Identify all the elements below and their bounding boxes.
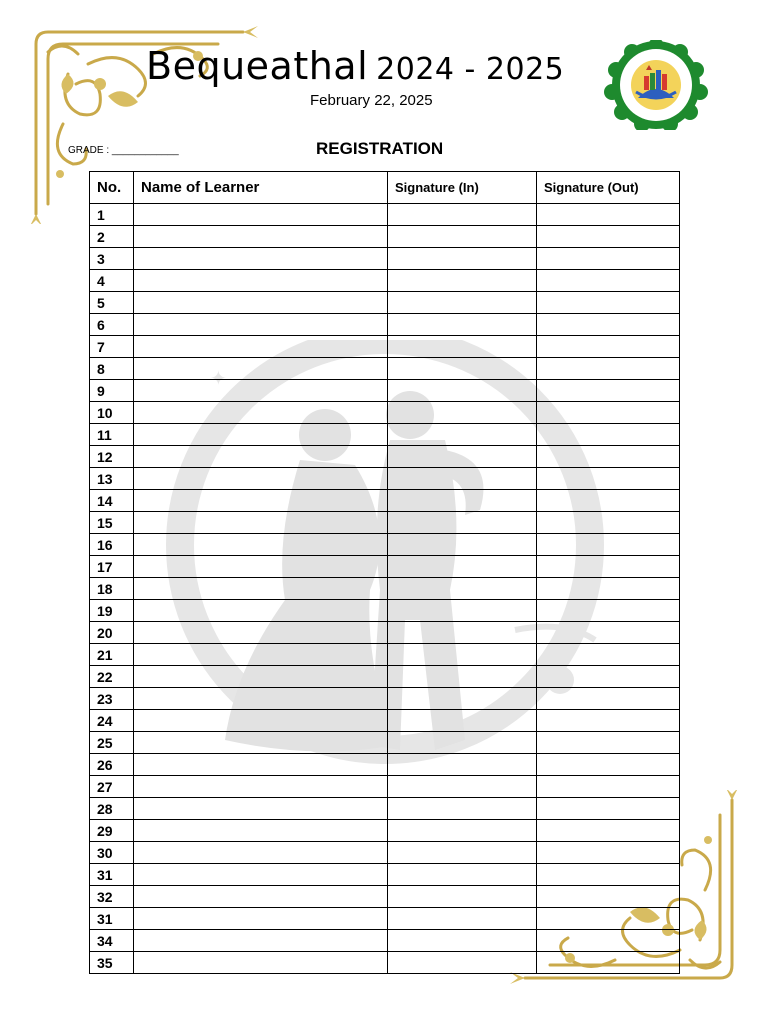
signature-in-cell[interactable] xyxy=(388,776,537,798)
learner-name-cell[interactable] xyxy=(134,512,388,534)
signature-out-cell[interactable] xyxy=(537,666,680,688)
learner-name-cell[interactable] xyxy=(134,732,388,754)
row-number: 28 xyxy=(90,798,134,820)
signature-in-cell[interactable] xyxy=(388,600,537,622)
row-number: 22 xyxy=(90,666,134,688)
signature-out-cell[interactable] xyxy=(537,688,680,710)
table-row xyxy=(90,776,680,798)
signature-in-cell[interactable] xyxy=(388,622,537,644)
signature-in-cell[interactable] xyxy=(388,424,537,446)
learner-name-cell[interactable] xyxy=(134,908,388,930)
learner-name-cell[interactable] xyxy=(134,358,388,380)
table-row xyxy=(90,380,680,402)
signature-out-cell[interactable] xyxy=(537,908,680,930)
table-row xyxy=(90,622,680,644)
row-number: 13 xyxy=(90,468,134,490)
signature-out-cell[interactable] xyxy=(537,776,680,798)
learner-name-cell[interactable] xyxy=(134,336,388,358)
row-number: 31 xyxy=(90,908,134,930)
table-row xyxy=(90,908,680,930)
signature-out-cell[interactable] xyxy=(537,600,680,622)
signature-out-cell[interactable] xyxy=(537,556,680,578)
learner-name-cell[interactable] xyxy=(134,226,388,248)
signature-in-cell[interactable] xyxy=(388,512,537,534)
learner-name-cell[interactable] xyxy=(134,534,388,556)
learner-name-cell[interactable] xyxy=(134,776,388,798)
signature-in-cell[interactable] xyxy=(388,490,537,512)
learner-name-cell[interactable] xyxy=(134,270,388,292)
row-number: 20 xyxy=(90,622,134,644)
signature-out-cell[interactable] xyxy=(537,314,680,336)
row-number: 19 xyxy=(90,600,134,622)
signature-out-cell[interactable] xyxy=(537,226,680,248)
learner-name-cell[interactable] xyxy=(134,886,388,908)
row-number: 2 xyxy=(90,226,134,248)
row-number: 12 xyxy=(90,446,134,468)
row-number: 29 xyxy=(90,820,134,842)
learner-name-cell[interactable] xyxy=(134,424,388,446)
signature-in-cell[interactable] xyxy=(388,226,537,248)
row-number: 21 xyxy=(90,644,134,666)
header-no: No. xyxy=(90,172,134,204)
signature-in-cell[interactable] xyxy=(388,468,537,490)
signature-in-cell[interactable] xyxy=(388,314,537,336)
signature-out-cell[interactable] xyxy=(537,864,680,886)
learner-name-cell[interactable] xyxy=(134,292,388,314)
table-row xyxy=(90,512,680,534)
row-number: 14 xyxy=(90,490,134,512)
signature-out-cell[interactable] xyxy=(537,952,680,974)
signature-in-cell[interactable] xyxy=(388,886,537,908)
signature-in-cell[interactable] xyxy=(388,402,537,424)
learner-name-cell[interactable] xyxy=(134,952,388,974)
signature-out-cell[interactable] xyxy=(537,842,680,864)
registration-table-body xyxy=(90,204,680,974)
learner-name-cell[interactable] xyxy=(134,248,388,270)
signature-out-cell[interactable] xyxy=(537,930,680,952)
learner-name-cell[interactable] xyxy=(134,842,388,864)
signature-out-cell[interactable] xyxy=(537,204,680,226)
learner-name-cell[interactable] xyxy=(134,622,388,644)
learner-name-cell[interactable] xyxy=(134,820,388,842)
learner-name-cell[interactable] xyxy=(134,710,388,732)
learner-name-cell[interactable] xyxy=(134,468,388,490)
school-seal-icon xyxy=(600,40,712,130)
signature-out-cell[interactable] xyxy=(537,578,680,600)
table-row xyxy=(90,600,680,622)
signature-in-cell[interactable] xyxy=(388,578,537,600)
row-number: 35 xyxy=(90,952,134,974)
grade-field-label: GRADE : ____________ xyxy=(68,145,179,156)
table-row xyxy=(90,468,680,490)
signature-in-cell[interactable] xyxy=(388,798,537,820)
learner-name-cell[interactable] xyxy=(134,930,388,952)
table-row xyxy=(90,732,680,754)
school-year: 2024 - 2025 xyxy=(376,52,565,87)
signature-out-cell[interactable] xyxy=(537,424,680,446)
signature-out-cell[interactable] xyxy=(537,754,680,776)
row-number: 18 xyxy=(90,578,134,600)
learner-name-cell[interactable] xyxy=(134,204,388,226)
table-row xyxy=(90,314,680,336)
signature-in-cell[interactable] xyxy=(388,446,537,468)
learner-name-cell[interactable] xyxy=(134,556,388,578)
header-signature-out: Signature (Out) xyxy=(537,172,680,204)
row-number: 17 xyxy=(90,556,134,578)
event-date: February 22, 2025 xyxy=(310,92,433,109)
row-number: 25 xyxy=(90,732,134,754)
row-number: 32 xyxy=(90,886,134,908)
signature-out-cell[interactable] xyxy=(537,446,680,468)
row-number: 24 xyxy=(90,710,134,732)
signature-in-cell[interactable] xyxy=(388,204,537,226)
signature-out-cell[interactable] xyxy=(537,820,680,842)
table-row xyxy=(90,270,680,292)
signature-in-cell[interactable] xyxy=(388,248,537,270)
learner-name-cell[interactable] xyxy=(134,380,388,402)
header-signature-in: Signature (In) xyxy=(388,172,537,204)
signature-out-cell[interactable] xyxy=(537,270,680,292)
signature-out-cell[interactable] xyxy=(537,644,680,666)
signature-out-cell[interactable] xyxy=(537,490,680,512)
signature-out-cell[interactable] xyxy=(537,710,680,732)
table-row xyxy=(90,644,680,666)
table-row xyxy=(90,534,680,556)
learner-name-cell[interactable] xyxy=(134,798,388,820)
learner-name-cell[interactable] xyxy=(134,446,388,468)
event-title: Bequeathal xyxy=(146,44,369,88)
signature-in-cell[interactable] xyxy=(388,556,537,578)
header-name: Name of Learner xyxy=(134,172,388,204)
table-row xyxy=(90,424,680,446)
table-row xyxy=(90,798,680,820)
table-row xyxy=(90,930,680,952)
table-row xyxy=(90,248,680,270)
signature-in-cell[interactable] xyxy=(388,688,537,710)
table-row xyxy=(90,820,680,842)
row-number: 26 xyxy=(90,754,134,776)
signature-out-cell[interactable] xyxy=(537,380,680,402)
table-row xyxy=(90,358,680,380)
table-row xyxy=(90,842,680,864)
registration-title: REGISTRATION xyxy=(316,139,444,158)
signature-in-cell[interactable] xyxy=(388,710,537,732)
signature-out-cell[interactable] xyxy=(537,336,680,358)
row-number: 7 xyxy=(90,336,134,358)
signature-in-cell[interactable] xyxy=(388,754,537,776)
learner-name-cell[interactable] xyxy=(134,402,388,424)
table-row xyxy=(90,402,680,424)
signature-out-cell[interactable] xyxy=(537,292,680,314)
row-number: 11 xyxy=(90,424,134,446)
row-number: 34 xyxy=(90,930,134,952)
row-number: 23 xyxy=(90,688,134,710)
row-number: 3 xyxy=(90,248,134,270)
row-number: 10 xyxy=(90,402,134,424)
row-number: 16 xyxy=(90,534,134,556)
learner-name-cell[interactable] xyxy=(134,864,388,886)
signature-in-cell[interactable] xyxy=(388,908,537,930)
table-row xyxy=(90,226,680,248)
learner-name-cell[interactable] xyxy=(134,490,388,512)
row-number: 30 xyxy=(90,842,134,864)
signature-in-cell[interactable] xyxy=(388,820,537,842)
row-number: 1 xyxy=(90,204,134,226)
table-row xyxy=(90,952,680,974)
signature-out-cell[interactable] xyxy=(537,248,680,270)
table-row xyxy=(90,754,680,776)
signature-in-cell[interactable] xyxy=(388,864,537,886)
learner-name-cell[interactable] xyxy=(134,666,388,688)
row-number: 15 xyxy=(90,512,134,534)
table-header-row xyxy=(90,172,680,204)
signature-out-cell[interactable] xyxy=(537,468,680,490)
signature-out-cell[interactable] xyxy=(537,358,680,380)
table-row xyxy=(90,336,680,358)
signature-in-cell[interactable] xyxy=(388,842,537,864)
signature-in-cell[interactable] xyxy=(388,534,537,556)
table-row xyxy=(90,864,680,886)
signature-out-cell[interactable] xyxy=(537,798,680,820)
table-row xyxy=(90,204,680,226)
row-number: 6 xyxy=(90,314,134,336)
learner-name-cell[interactable] xyxy=(134,600,388,622)
row-number: 8 xyxy=(90,358,134,380)
table-row xyxy=(90,886,680,908)
svg-text:✦: ✦ xyxy=(210,366,227,390)
row-number: 9 xyxy=(90,380,134,402)
learner-name-cell[interactable] xyxy=(134,754,388,776)
signature-out-cell[interactable] xyxy=(537,886,680,908)
table-row xyxy=(90,490,680,512)
signature-in-cell[interactable] xyxy=(388,930,537,952)
signature-out-cell[interactable] xyxy=(537,512,680,534)
signature-in-cell[interactable] xyxy=(388,270,537,292)
signature-out-cell[interactable] xyxy=(537,732,680,754)
table-row xyxy=(90,446,680,468)
table-row xyxy=(90,578,680,600)
signature-in-cell[interactable] xyxy=(388,358,537,380)
signature-in-cell[interactable] xyxy=(388,644,537,666)
signature-in-cell[interactable] xyxy=(388,666,537,688)
learner-name-cell[interactable] xyxy=(134,688,388,710)
table-row xyxy=(90,710,680,732)
svg-text:✦: ✦ xyxy=(570,490,584,509)
signature-in-cell[interactable] xyxy=(388,336,537,358)
signature-out-cell[interactable] xyxy=(537,534,680,556)
signature-out-cell[interactable] xyxy=(537,402,680,424)
table-row xyxy=(90,292,680,314)
learner-name-cell[interactable] xyxy=(134,314,388,336)
row-number: 5 xyxy=(90,292,134,314)
signature-in-cell[interactable] xyxy=(388,952,537,974)
table-row xyxy=(90,666,680,688)
learner-name-cell[interactable] xyxy=(134,578,388,600)
registration-table xyxy=(89,171,680,974)
row-number: 4 xyxy=(90,270,134,292)
row-number: 27 xyxy=(90,776,134,798)
learner-name-cell[interactable] xyxy=(134,644,388,666)
row-number: 31 xyxy=(90,864,134,886)
signature-in-cell[interactable] xyxy=(388,292,537,314)
signature-out-cell[interactable] xyxy=(537,622,680,644)
table-row xyxy=(90,556,680,578)
table-row xyxy=(90,688,680,710)
signature-in-cell[interactable] xyxy=(388,380,537,402)
signature-in-cell[interactable] xyxy=(388,732,537,754)
title-line xyxy=(146,44,564,88)
